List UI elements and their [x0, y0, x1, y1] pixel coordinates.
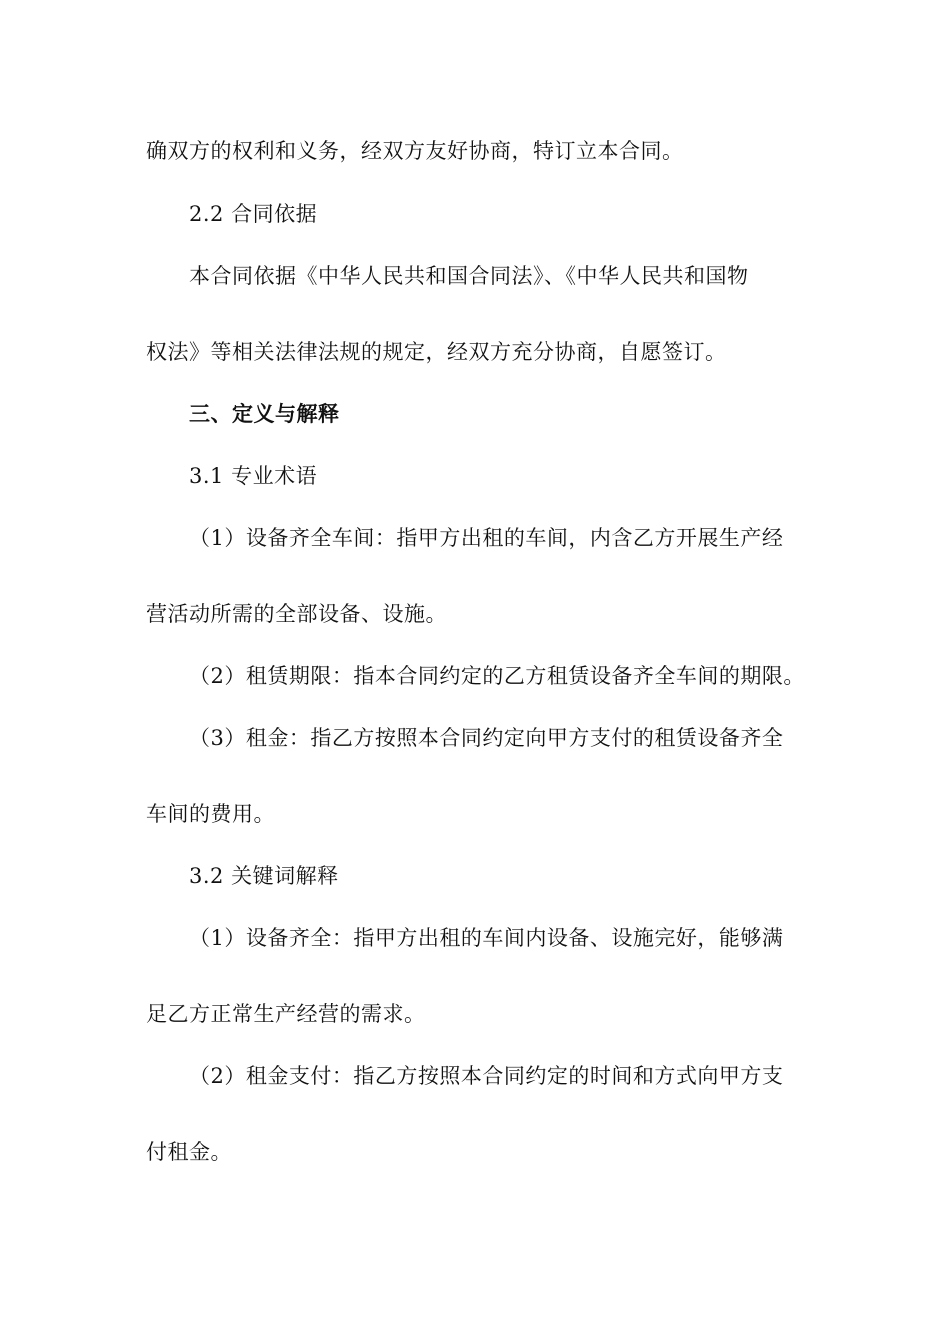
- list-item: （2）租金支付：指乙方按照本合同约定的时间和方式向甲方支: [189, 1064, 784, 1088]
- list-item: （3）租金：指乙方按照本合同约定向甲方支付的租赁设备齐全: [189, 726, 784, 750]
- subsection-heading: 3.2 关键词解释: [189, 864, 339, 888]
- paragraph-line: 营活动所需的全部设备、设施。: [146, 602, 447, 626]
- paragraph-line: 权法》等相关法律法规的规定，经双方充分协商，自愿签订。: [146, 340, 727, 364]
- subsection-heading: 2.2 合同依据: [189, 202, 318, 226]
- paragraph-line: 确双方的权利和义务，经双方友好协商，特订立本合同。: [146, 139, 684, 163]
- paragraph-line: 足乙方正常生产经营的需求。: [146, 1002, 426, 1026]
- section-heading: 三、定义与解释: [189, 401, 340, 426]
- list-item: （2）租赁期限：指本合同约定的乙方租赁设备齐全车间的期限。: [189, 664, 805, 688]
- list-item: （1）设备齐全车间：指甲方出租的车间，内含乙方开展生产经: [189, 526, 784, 550]
- subsection-heading: 3.1 专业术语: [189, 464, 318, 488]
- paragraph-line: 本合同依据《中华人民共和国合同法》、《中华人民共和国物: [189, 264, 749, 288]
- paragraph-line: 车间的费用。: [146, 802, 275, 826]
- list-item: （1）设备齐全：指甲方出租的车间内设备、设施完好，能够满: [189, 926, 784, 950]
- paragraph-line: 付租金。: [146, 1140, 232, 1164]
